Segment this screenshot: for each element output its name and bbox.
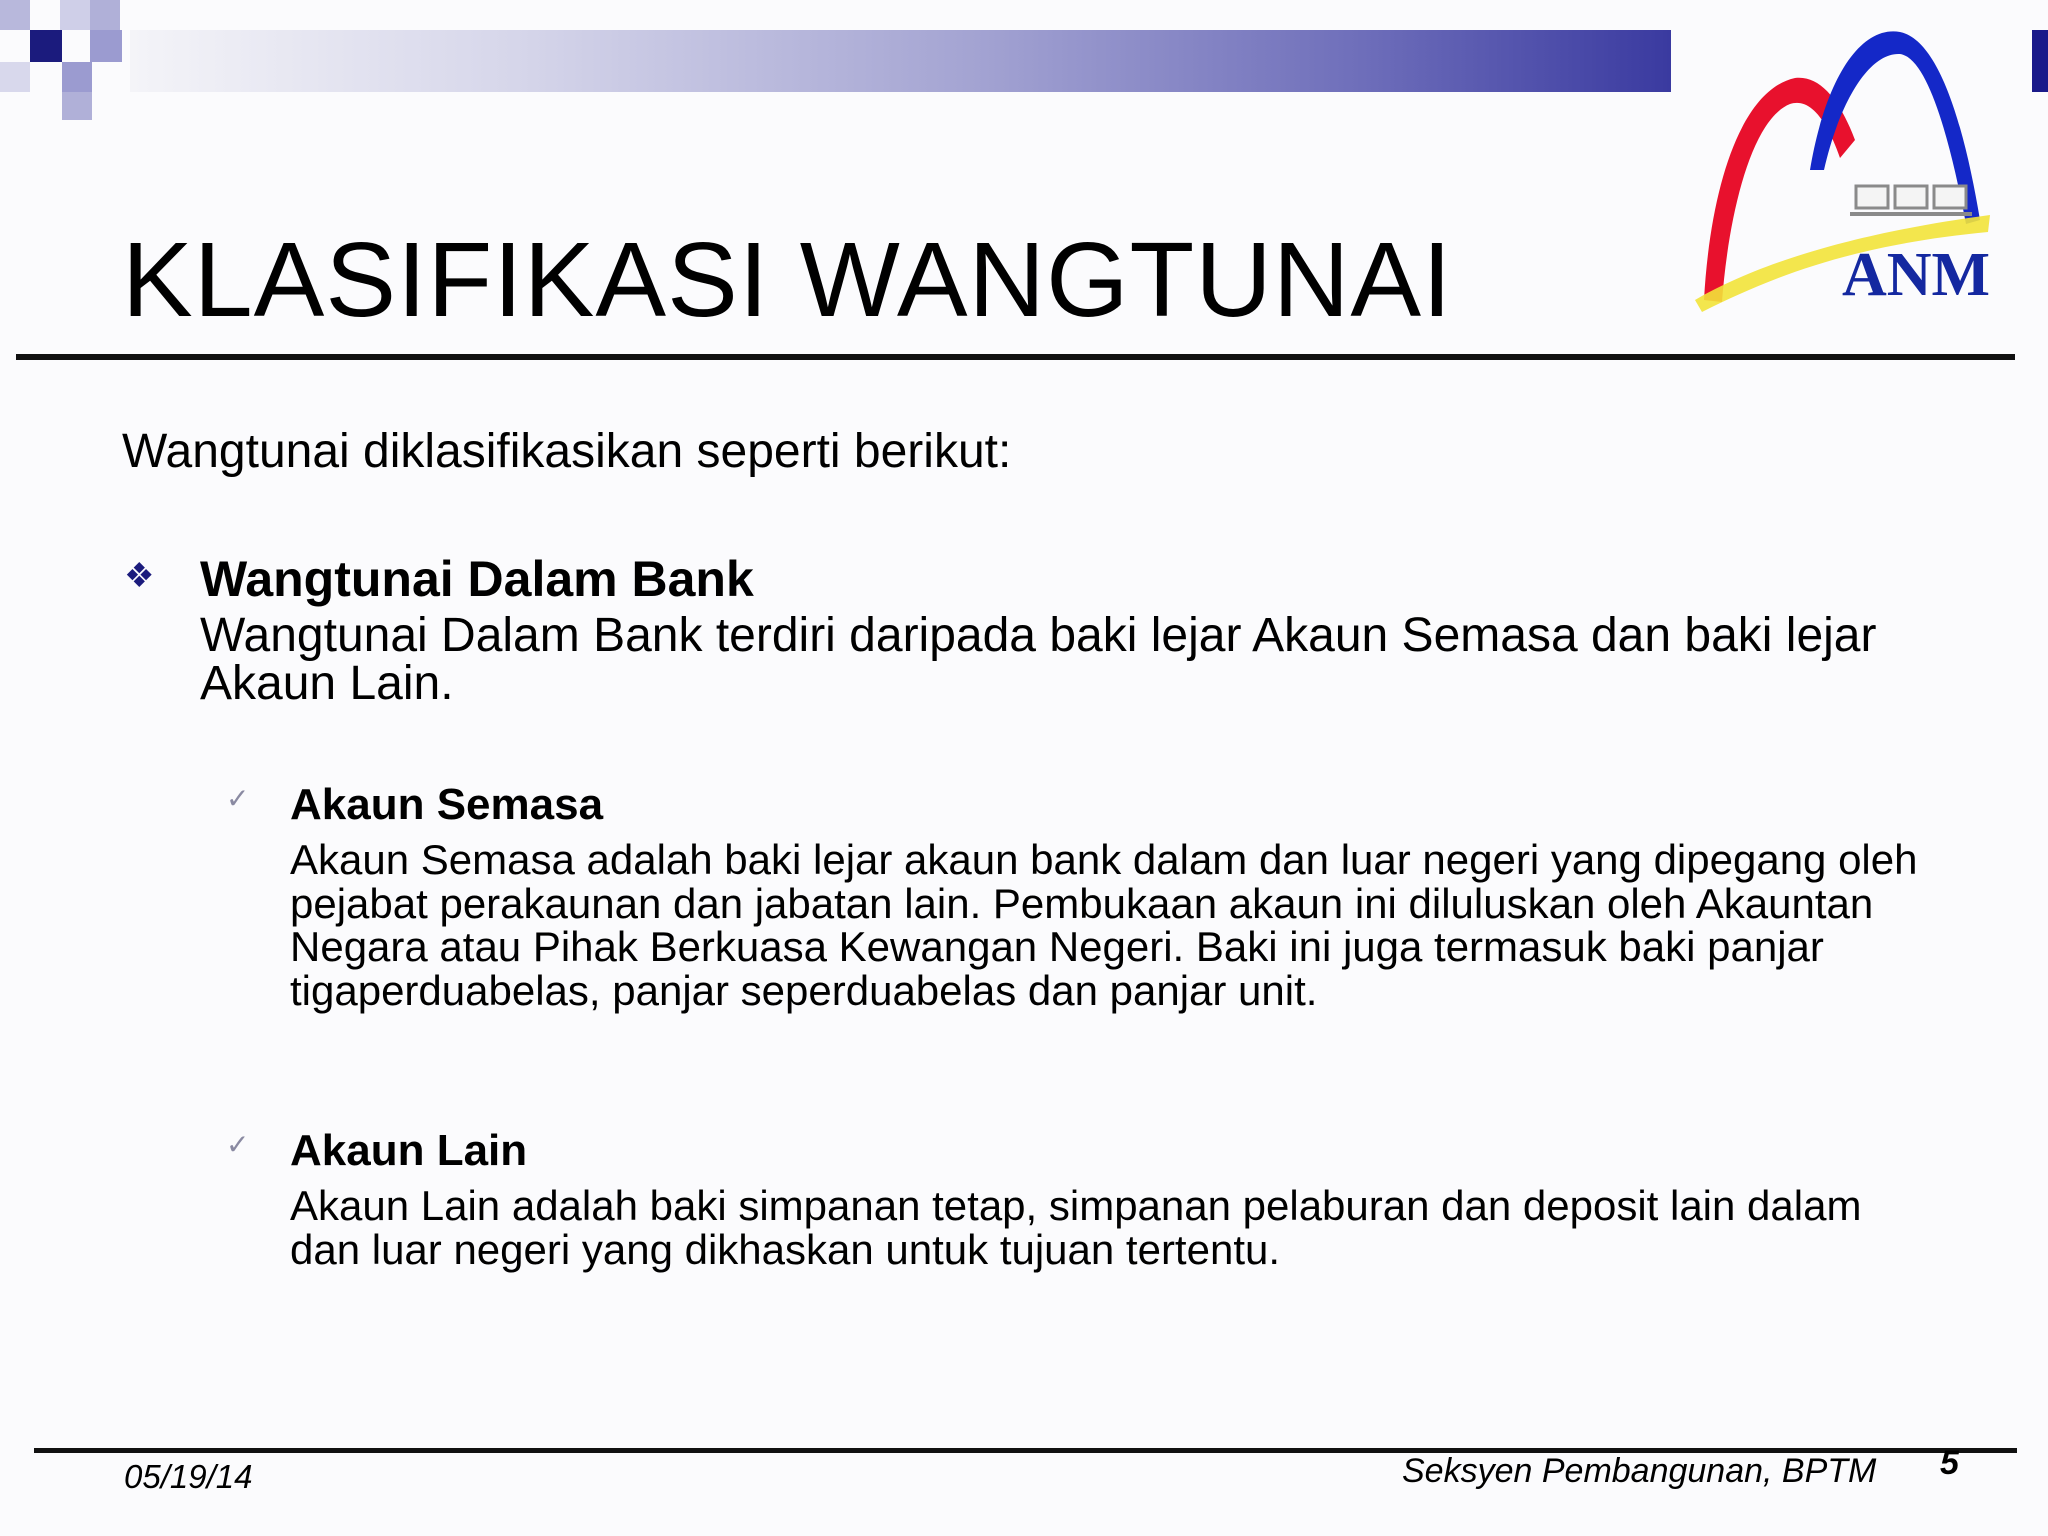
header-square	[30, 30, 62, 62]
header-gradient-bar	[130, 30, 1671, 92]
header-square	[62, 92, 92, 120]
header-square	[0, 0, 30, 30]
header-square	[30, 0, 60, 30]
header-square	[62, 62, 92, 92]
footer-date: 05/19/14	[124, 1458, 253, 1495]
subsection-body: Akaun Lain adalah baki simpanan tetap, simpanan pelaburan dan deposit lain dalam dan luar negeri yang dikhaskan untuk tujuan tertentu.	[290, 1182, 1862, 1273]
section-body: Wangtunai Dalam Bank terdiri daripada baki lejar Akaun Semasa dan baki lejar Akaun Lain.	[200, 609, 1877, 710]
intro-text: Wangtunai diklasifikasikan seperti berikut:	[122, 425, 1012, 478]
slide-title: KLASIFIKASI WANGTUNAI	[122, 221, 1453, 339]
logo-text: ANM	[1842, 241, 1991, 309]
diamond-cluster-icon: ❖	[124, 557, 155, 595]
section-heading: Wangtunai Dalam Bank	[200, 551, 754, 607]
page-number: 5	[1940, 1444, 1959, 1482]
header-square	[90, 0, 120, 30]
footer-source: Seksyen Pembangunan, BPTM	[1402, 1452, 1877, 1490]
header-edge-bar	[2032, 30, 2048, 92]
checkmark-icon: ✓	[226, 783, 250, 814]
header-square	[90, 30, 122, 62]
header-square	[60, 0, 90, 30]
subsection-body: Akaun Semasa adalah baki lejar akaun bank dalam dan luar negeri yang dipegang oleh pejabat perakaunan dan jabatan lain. Pembukaan akaun ini diluluskan oleh Akauntan Negara atau Pihak Berkuasa Kewangan Negeri. Baki ini juga termasuk baki panjar tigaperduabelas, panjar seperduabelas dan panjar unit.	[290, 836, 1918, 1014]
subsection-heading: Akaun Semasa	[290, 780, 604, 829]
checkmark-icon: ✓	[226, 1129, 250, 1160]
subsection-heading: Akaun Lain	[290, 1126, 528, 1175]
header-square	[0, 62, 30, 92]
anm-logo	[1690, 20, 2020, 320]
title-divider	[16, 354, 2015, 360]
